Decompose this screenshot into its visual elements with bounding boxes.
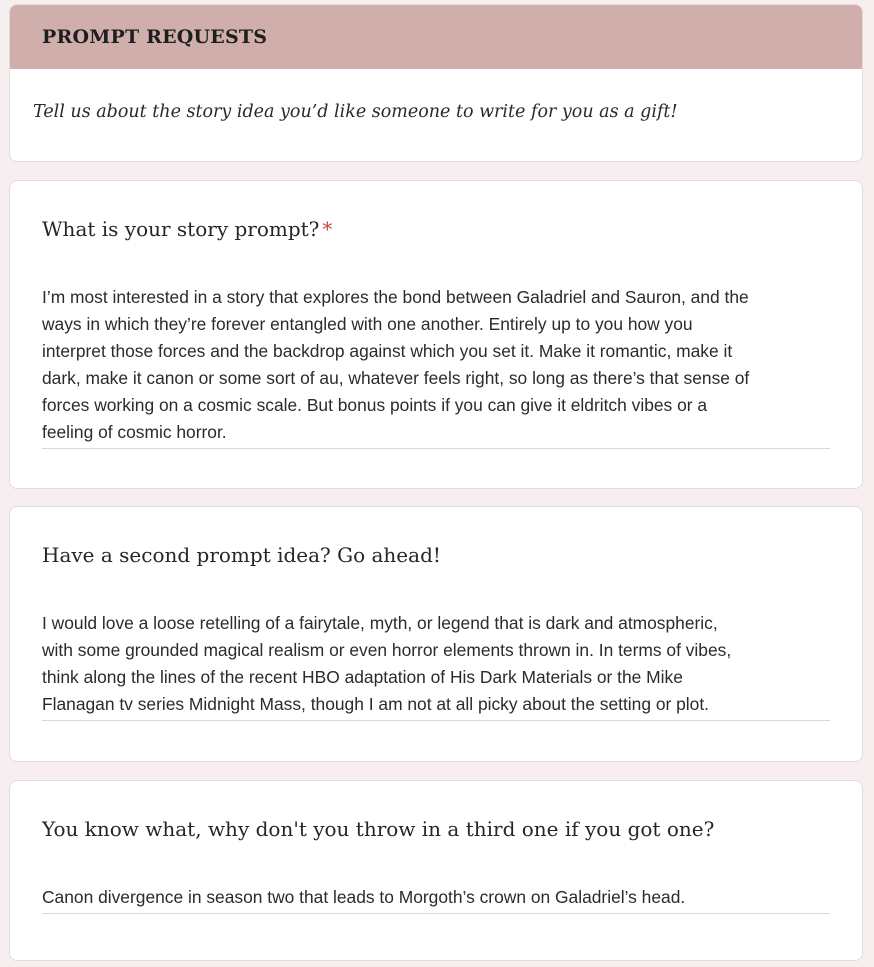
section-header-bar	[10, 5, 862, 69]
section-header-card	[9, 4, 863, 162]
section-title: PROMPT REQUESTS	[42, 26, 268, 48]
answer-line: interpret those forces and the backdrop against which you set it. Make it romantic, make it	[42, 341, 733, 361]
answer-line: ways in which they’re forever entangled with one another. Entirely up to you how you	[42, 314, 693, 334]
required-asterisk: *	[322, 217, 333, 241]
answer-line: with some grounded magical realism or even horror elements thrown in. In terms of vibes,	[42, 640, 732, 660]
answer-line: dark, make it canon or some sort of au, whatever feels right, so long as there’s that sense of	[42, 368, 750, 388]
answer-line: I’m most interested in a story that explores the bond between Galadriel and Sauron, and the	[42, 287, 749, 307]
answer-line: Flanagan tv series Midnight Mass, though I am not at all picky about the setting or plot.	[42, 694, 710, 714]
answer-line: forces working on a cosmic scale. But bonus points if you can give it eldritch vibes or a	[42, 395, 708, 415]
question-title-1-text: What is your story prompt?	[42, 217, 320, 241]
question-title-3: You know what, why don't you throw in a third one if you got one?	[42, 817, 715, 841]
answer-field-3[interactable]	[42, 884, 830, 914]
answer-line: I would love a loose retelling of a fairytale, myth, or legend that is dark and atmospheric,	[42, 613, 718, 633]
answer-field-2[interactable]	[42, 610, 830, 721]
question-card-2	[9, 506, 863, 762]
section-description: Tell us about the story idea you’d like someone to write for you as a gift!	[33, 102, 678, 122]
question-title-2: Have a second prompt idea? Go ahead!	[42, 543, 441, 567]
question-card-3	[9, 780, 863, 961]
question-title-1	[42, 217, 332, 241]
answer-line: feeling of cosmic horror.	[42, 422, 227, 442]
answer-line: Canon divergence in season two that leads to Morgoth’s crown on Galadriel’s head.	[42, 887, 686, 907]
answer-line: think along the lines of the recent HBO adaptation of His Dark Materials or the Mike	[42, 667, 683, 687]
question-card-1	[9, 180, 863, 489]
answer-field-1[interactable]	[42, 284, 830, 449]
